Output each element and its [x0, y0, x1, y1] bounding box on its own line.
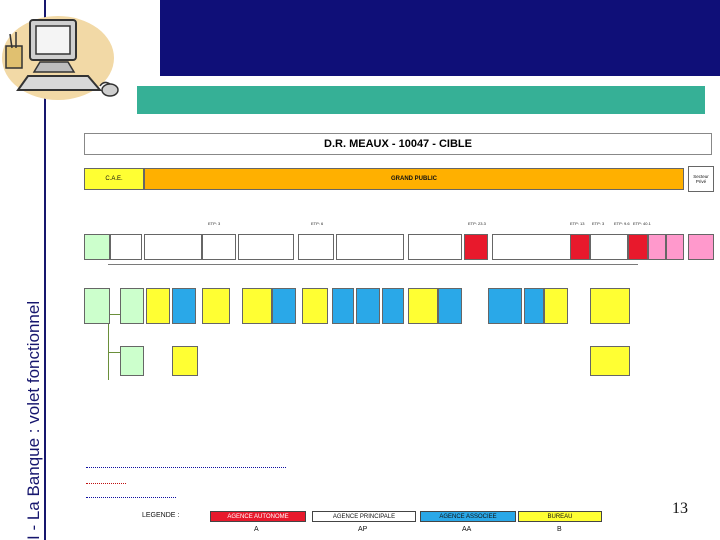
unit-box: [120, 288, 144, 324]
unit-box: [202, 288, 230, 324]
legend-code: AA: [462, 526, 472, 533]
legend-code: AP: [358, 526, 368, 533]
unit-box: [84, 288, 110, 324]
unit-box: [590, 288, 630, 324]
unit-box: [120, 346, 144, 376]
unit-box: [648, 234, 666, 260]
legend-agence-associee: AGENCE ASSOCIEE: [420, 511, 516, 522]
metric-label: ETP: 9.6: [614, 221, 630, 226]
unit-box: [172, 288, 196, 324]
unit-box: [488, 288, 522, 324]
org-chart: [84, 130, 714, 460]
unit-box: [492, 234, 572, 260]
footnote: [86, 492, 176, 498]
metric-label: ETP: 13: [570, 221, 585, 226]
metric-label: ETP: 6: [311, 221, 324, 226]
unit-box: [570, 234, 590, 260]
legend-agence-autonome: AGENCE AUTONOME: [210, 511, 306, 522]
metric-label: ETP: 3: [592, 221, 605, 226]
footnote: [86, 462, 286, 468]
legend-bureau: BUREAU: [518, 511, 602, 522]
unit-box: [356, 288, 380, 324]
unit-box: [408, 288, 438, 324]
unit-box: [202, 234, 236, 260]
connector-line: [108, 264, 638, 265]
unit-box: [110, 234, 142, 260]
grand-public-header: GRAND PUBLIC: [144, 168, 684, 190]
unit-box: [666, 234, 684, 260]
unit-box: [336, 234, 404, 260]
page-number: 13: [672, 500, 688, 517]
unit-box: [238, 234, 294, 260]
unit-box: [84, 234, 110, 260]
cae-header: C.A.E.: [84, 168, 144, 190]
legend-agence-principale: AGENCE PRINCIPALE: [312, 511, 416, 522]
unit-box: [524, 288, 544, 324]
unit-box: [298, 234, 334, 260]
unit-box: [590, 346, 630, 376]
top-banner: [160, 0, 720, 76]
computer-clipart-icon: [0, 6, 132, 106]
legend-label: LEGENDE :: [142, 512, 180, 519]
metric-label: ETP: 3: [208, 221, 221, 226]
unit-box: [332, 288, 354, 324]
metric-label: ETP: 40.1: [633, 221, 651, 226]
legend-code: A: [254, 526, 259, 533]
unit-box: [242, 288, 272, 324]
unit-box: [544, 288, 568, 324]
legend-code: B: [557, 526, 562, 533]
secteur-prive-header: Secteur Privé: [688, 166, 714, 192]
unit-box: [464, 234, 488, 260]
unit-box: [272, 288, 296, 324]
unit-box: [590, 234, 628, 260]
teal-bar: [137, 86, 705, 114]
footnote: [86, 478, 126, 484]
unit-box: [688, 234, 714, 260]
side-title: I - La Banque : volet fonctionnel: [24, 300, 43, 540]
unit-box: [144, 234, 202, 260]
unit-box: [438, 288, 462, 324]
unit-box: [408, 234, 462, 260]
unit-box: [146, 288, 170, 324]
unit-box: [302, 288, 328, 324]
unit-box: [628, 234, 648, 260]
unit-box: [382, 288, 404, 324]
unit-box: [172, 346, 198, 376]
chart-title: D.R. MEAUX - 10047 - CIBLE: [84, 133, 712, 155]
metric-label: ETP: 23.3: [468, 221, 486, 226]
